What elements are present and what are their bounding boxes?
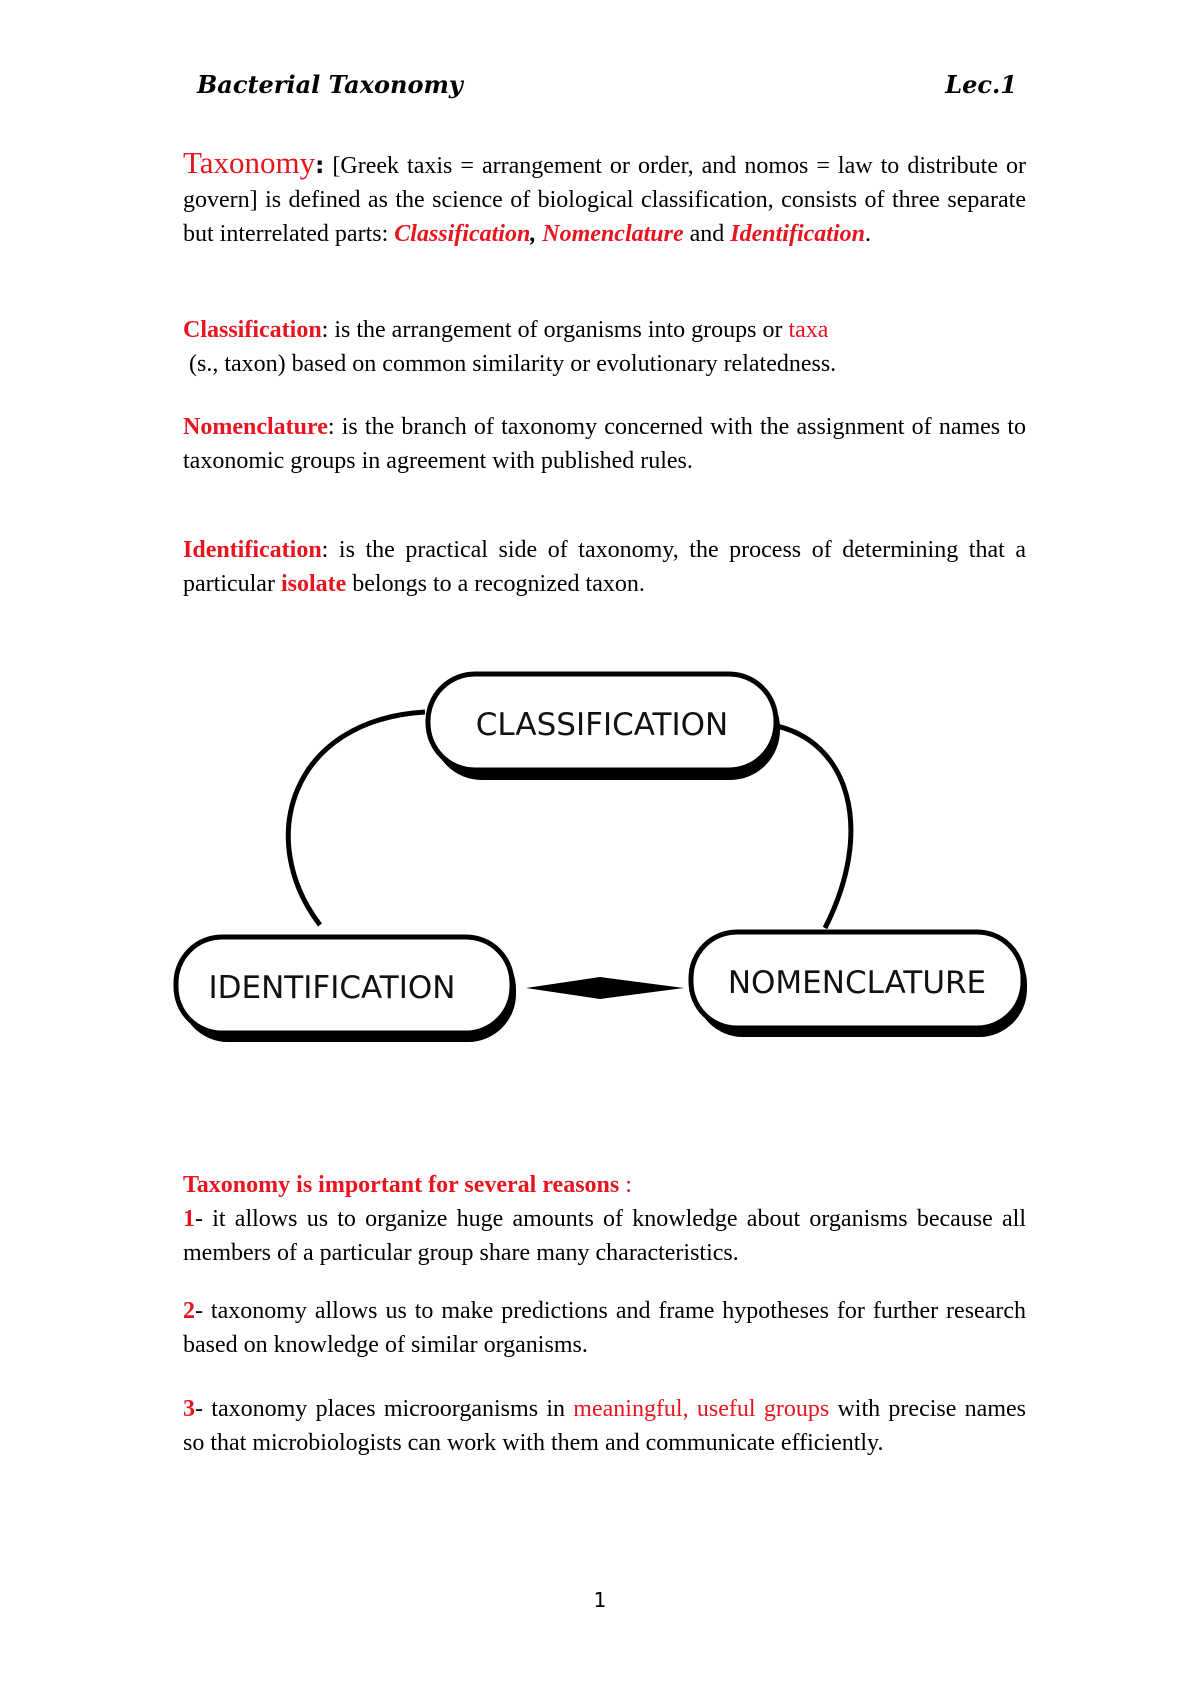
- intro-part-classification: Classification: [394, 221, 531, 247]
- double-arrow-connector: [526, 977, 684, 999]
- header-title: Bacterial Taxonomy: [197, 70, 463, 99]
- reason-item-1: [183, 1202, 1026, 1270]
- page-number: 1: [593, 1588, 607, 1612]
- intro-part-nomenclature: Nomenclature: [542, 221, 684, 247]
- reason-text: - taxonomy allows us to make predictions and frame hypotheses for further research based on knowledge of similar organisms.: [183, 1298, 1026, 1358]
- intro-end: .: [864, 221, 871, 247]
- nomenclature-node: [691, 932, 1027, 1037]
- classification-term: Classification: [183, 317, 322, 343]
- reason-text: - taxonomy places microorganisms in: [195, 1396, 574, 1422]
- identification-text-end: belongs to a recognized taxon.: [346, 571, 645, 597]
- intro-separator-1: ,: [530, 221, 543, 247]
- classification-definition: [183, 313, 1026, 381]
- header-lecture-number: Lec.1: [945, 70, 1017, 99]
- nomenclature-term: Nomenclature: [183, 414, 328, 440]
- intro-paragraph: [183, 146, 1026, 251]
- classification-continuation: (s., taxon) based on common similarity or evolutionary relatedness.: [189, 351, 837, 377]
- intro-text: [Greek taxis = arrangement or order, and nomos = law to distribute or govern] is defined as the science of biological classification, consists of three separate but interrelated parts:: [183, 153, 1026, 247]
- classification-highlight: taxa: [788, 317, 829, 343]
- nomenclature-text: : is the branch of taxonomy concerned with the assignment of names to taxonomic groups in agreement with published rules.: [183, 414, 1026, 474]
- identification-text: : is the practical side of taxonomy, the process of determining that a particular: [183, 537, 1026, 597]
- identification-node-label: IDENTIFICATION: [208, 970, 456, 1006]
- reason-item-3: [183, 1392, 1026, 1460]
- arc-classification-to-identification: [288, 712, 425, 925]
- reason-number: 3: [183, 1396, 195, 1422]
- importance-section: [183, 1168, 1026, 1270]
- taxonomy-cycle-diagram: [160, 650, 1040, 1060]
- classification-text: : is the arrangement of organisms into groups or: [321, 317, 789, 343]
- reason-highlight: meaningful, useful groups: [573, 1396, 830, 1422]
- arc-classification-to-nomenclature: [772, 725, 851, 928]
- intro-separator-2: and: [683, 221, 731, 247]
- intro-part-identification: Identification: [730, 221, 865, 247]
- reason-text: - it allows us to organize huge amounts of knowledge about organisms because all members of a particular group share many characteristics.: [183, 1206, 1026, 1266]
- identification-highlight: isolate: [280, 571, 347, 597]
- reason-number: 1: [183, 1206, 195, 1232]
- importance-heading: Taxonomy is important for several reasons: [183, 1172, 620, 1198]
- intro-colon: :: [315, 153, 325, 179]
- identification-term: Identification: [183, 537, 322, 563]
- page-header: [197, 70, 1017, 110]
- identification-node: [176, 937, 516, 1042]
- reason-number: 2: [183, 1298, 195, 1324]
- importance-heading-colon: :: [619, 1172, 632, 1198]
- nomenclature-definition: [183, 410, 1026, 478]
- intro-term: Taxonomy: [183, 145, 316, 180]
- nomenclature-node-label: NOMENCLATURE: [727, 965, 987, 1001]
- reason-item-2: [183, 1294, 1026, 1362]
- classification-node: [428, 674, 780, 780]
- identification-definition: [183, 533, 1026, 601]
- reason-text-end: with precise names so that microbiologists can work with them and communicate efficiently.: [183, 1396, 1026, 1456]
- classification-node-label: CLASSIFICATION: [475, 707, 729, 743]
